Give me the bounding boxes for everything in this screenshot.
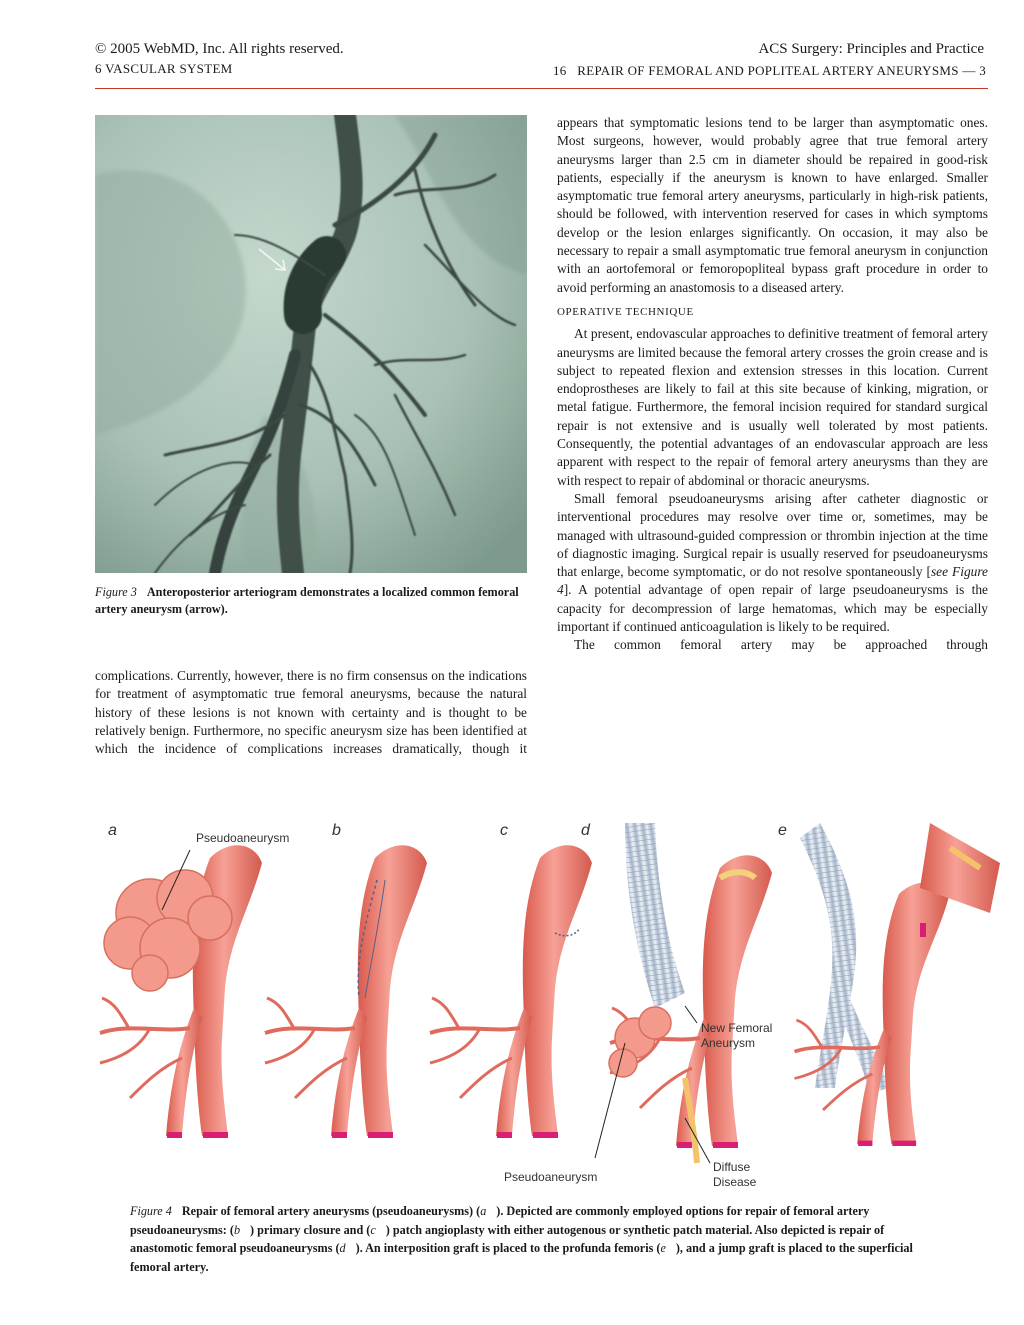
left-paragraph: complications. Currently, however, there is no firm consensus on the indications for treatment of asymptomatic true femoral aneurysms, because the natural history of these lesions is not known with certainty and is thought to be relatively benign. Furthermore, no specific aneurysm size has been identified at which the incidence of complications increases dramatically, though it [95,668,527,757]
panel-letter-a: a [108,822,117,839]
right-paragraph-4: The common femoral artery may be approached through [574,637,988,653]
right-paragraph-2: At present, endovascular approaches to definitive treatment of femoral artery aneurysms are limited because the femoral artery crosses the groin crease and is subject to repeated flexion and extension stresses in this location. Current endoprostheses are likely to fail at this site because of kinking, migration, or metal fatigue. Furthermore, the femoral incision required for standard surgical repair is not extensive and is usually well tolerated by most patients. Consequently, the potential advantages of an endovascular approach are less apparent with respect to the repair of femoral artery aneurysms than they are with respect to repair of abdominal or thoracic aneurysms. [557,326,988,488]
label-diffuse-disease: Diffuse Disease [713,1160,757,1189]
figure4-illustration [90,818,1000,1190]
label-pseudoaneurysm-d: Pseudoaneurysm [504,1170,598,1184]
panel-letter-e: e [778,822,787,839]
header-rule [95,88,988,89]
page-number: — 3 [962,63,986,78]
left-column [95,667,527,758]
panel-letter-b: b [332,822,341,839]
right-paragraph-1: appears that symptomatic lesions tend to be larger than asymptomatic ones. Most surgeons, however, would probably agree that true femoral artery aneurysms larger than 2.5 cm in diameter should be repaired in good-risk patients, especially if the aneurysm is known to have enlarged. Smaller asymptomatic true femoral artery aneurysms, particularly in high-risk patients, should be followed, with intervention reserved for cases in which symptoms develop or the lesion enlarges significantly. On occasion, it may also be necessary to repair a small asymptomatic true femoral aneurysm in conjunction with an aortofemoral or femoropopliteal bypass graft procedure in order to avoid performing an anastomosis to a diseased artery. [557,115,988,295]
book-title: ACS Surgery: Principles and Practice [758,41,984,57]
figure3-caption-text: Anteroposterior arteriogram demonstrates a localized common femoral artery aneurysm (arrow). [95,585,519,616]
figure4-label: Figure 4 [130,1204,172,1218]
running-head [553,63,986,79]
figure3-arteriogram [95,115,527,573]
figure3-label: Figure 3 [95,585,137,599]
panel-d [595,823,772,1163]
section-title: 6 VASCULAR SYSTEM [95,61,233,76]
label-pseudoaneurysm-a: Pseudoaneurysm [196,831,290,845]
panel-c [430,845,592,1138]
panel-e [795,823,1001,1146]
copyright-notice: © 2005 WebMD, Inc. All rights reserved. [95,41,344,57]
panel-letter-d: d [581,822,590,839]
panel-a [100,845,262,1138]
label-new-femoral-aneurysm: New Femoral Aneurysm [701,1021,773,1050]
panel-b [265,845,427,1138]
chapter-number: 16 [552,63,567,78]
figure4-caption: Figure 4 Repair of femoral artery aneurysms (pseudoaneurysms) (a ). Depicted are commonly employed options for repair of femoral artery pseudoaneurysms: (b ) primary closure and (c ) patch angioplasty with either autogenous or synthetic patch material. Also depicted is repair of anastomotic femoral pseudoaneurysms (d ). An interposition graft is placed to the profunda femoris (e ), and a jump graft is placed to the superficial femoral artery. [130,1204,913,1274]
right-paragraph-3: Small femoral pseudoaneurysms arising after catheter diagnostic or interventional procedures may resolve over time or, sometimes, may be managed with ultrasound-guided compression or thrombin injection at the time of diagnostic imaging. Surgical repair is usually reserved for pseudoaneurysms that enlarge, become symptomatic, or do not resolve spontaneously [see Figure 4]. A potential advantage of open repair of large pseudoaneurysms is the capacity for decompression of large hematomas, which may be especially important if continued anticoagulation is likely to be required. [557,490,988,635]
panel-letter-c: c [500,822,508,839]
figure3-caption [95,584,527,618]
chapter-title: REPAIR OF FEMORAL AND POPLITEAL ARTERY ANEURYSMS [577,63,959,78]
section-heading: OPERATIVE TECHNIQUE [557,305,694,318]
right-column [557,114,988,655]
figure-reference: see Figure 4 [557,564,988,598]
